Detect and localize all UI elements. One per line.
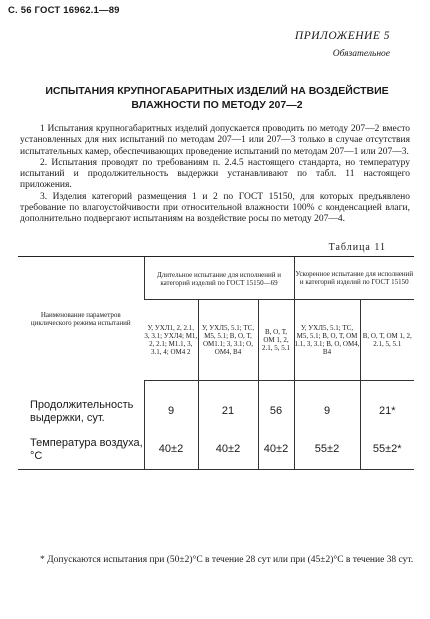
- table-cell: 9: [144, 381, 198, 425]
- subheader-3: В, О, Т, ОМ 1, 2, 2.1, 5, 5.1: [258, 300, 294, 381]
- paragraph-1: 1 Испытания крупногабаритных изделий допускается проводить по методу 207—2 вместо установленных для них испытаний по методам 207—1 или 207—3 только в случае отсутствия испытательных камер, обеспечивающих проведение испытаний по методам 207—1 или 207—3.: [20, 124, 410, 157]
- param-header: Наименование параметров циклического режима испытаний: [18, 257, 144, 381]
- subheader-2: У, УХЛ5, 5.1; ТС, М5, 5.1; В, О, Т, ОМ1.1; 3, 3.1; О, ОМ4, В4: [198, 300, 258, 381]
- table-cell: 55±2*: [360, 425, 414, 470]
- table-cell: 9: [294, 381, 360, 425]
- table-cell: 21*: [360, 381, 414, 425]
- paragraph-3: 3. Изделия категорий размещения 1 и 2 по ГОСТ 15150, для которых предъявлено требование по влагоустойчивости при относительной влажности 100% с конденсацией влаги, дополнительно подвергают испытаниям на воздействие росы по методу 207—4.: [20, 191, 410, 225]
- section-title: ИСПЫТАНИЯ КРУПНОГАБАРИТНЫХ ИЗДЕЛИЙ НА ВОЗДЕЙСТВИЕ ВЛАЖНОСТИ ПО МЕТОДУ 207—2: [45, 85, 389, 111]
- footnote: [22, 555, 414, 567]
- paragraph-2: 2. Испытания проводят по требованиям п. 2.4.5 настоящего стандарта, но температуру испытаний и продолжительность выдержки устанавливают по табл. 11 настоящего приложения.: [20, 157, 410, 191]
- table-cell: 40±2: [198, 425, 258, 470]
- table-cell: 21: [198, 381, 258, 425]
- short-test-header: Ускоренное испытание для исполнений и категорий изделий по ГОСТ 15150: [294, 257, 414, 300]
- subheader-1: У, УХЛ1, 2, 2.1, 3, 3.1; УХЛ4; М1, 2, 2.1; М1.1, 3, 3.1, 4; ОМ4 2: [144, 300, 198, 381]
- table-row: [18, 425, 414, 470]
- page-header: С. 56 ГОСТ 16962.1—89: [8, 5, 120, 16]
- subheader-5: В, О, Т, ОМ 1, 2, 2.1, 5, 5.1: [360, 300, 414, 381]
- table-caption: Таблица 11: [328, 242, 386, 253]
- body-text: [20, 124, 410, 226]
- appendix-label: ПРИЛОЖЕНИЕ 5: [294, 30, 390, 42]
- row-label: Температура воздуха, °С: [18, 425, 144, 470]
- long-test-header: Длительное испытание для исполнений и категорий изделий по ГОСТ 15150—69: [144, 257, 294, 300]
- table-row: [18, 381, 414, 425]
- subheader-4: У, УХЛ5, 5.1; ТС, М5, 5.1; В, О, Т, ОМ 1.1, 3, 3.1; В, О, ОМ4, В4: [294, 300, 360, 381]
- footnote-text: * Допускаются испытания при (50±2)°С в течение 28 сут или при (45±2)°С в течение 38 сут.: [40, 555, 414, 565]
- row-label: Продолжительность выдержки, сут.: [30, 398, 134, 424]
- table-cell: 40±2: [144, 425, 198, 470]
- appendix-status: Обязательное: [332, 49, 390, 59]
- test-mode-table: [18, 256, 414, 470]
- table-cell: 40±2: [258, 425, 294, 470]
- table-cell: 56: [258, 381, 294, 425]
- table-cell: 55±2: [294, 425, 360, 470]
